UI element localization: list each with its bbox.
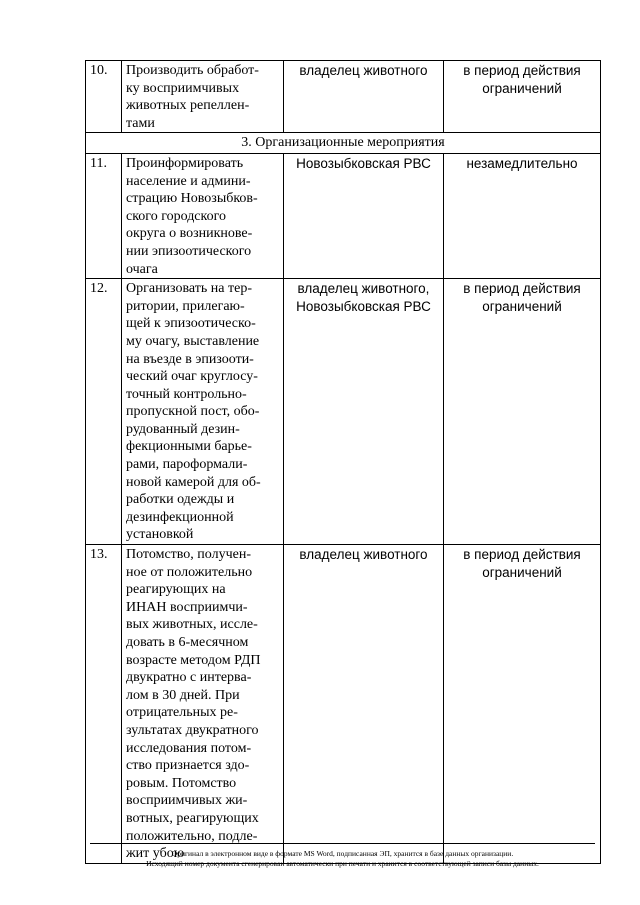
action-line: ное от положительно [126,564,253,580]
action-line: возрасте методом РДП [126,652,261,668]
term-line: ограничений [482,564,562,580]
responsible-line: Новозыбковская РВС [296,298,431,314]
action-line: отрицательных ре- [126,705,238,721]
action-line: ческий очаг круглосу- [126,369,258,385]
action-line: зультатах двукратного [126,722,259,738]
action-line: реагирующих на [126,582,226,598]
footer-line-1: Оригинал в электронном виде в формате MS Word, подписанная ЭП, хранится в базе данных организации. [171,849,514,858]
action-line: население и админи- [126,173,251,189]
term-line: в период действия [463,547,581,563]
action-line: установкой [126,527,194,543]
footer-line-2: Исходящий номер документа сгенерирован автоматически при печати и хранится в соответствующей записи базы данных. [146,859,539,868]
responsible-line: владелец животного [299,547,428,563]
action-line: точный контрольно- [126,386,247,402]
action-line: Проинформировать [126,155,244,171]
action-line: ритории, прилегаю- [126,298,245,314]
term-line: незамедлительно [466,155,578,171]
action-line: ИНАН восприимчи- [126,599,248,615]
action-line: рами, пароформали- [126,457,248,473]
term-cell [444,279,601,545]
table-row [86,153,601,278]
action-line: ского городского [126,208,227,224]
responsible-cell [284,153,444,278]
responsible-cell [284,61,444,133]
action-line: довать в 6-месячном [126,635,249,650]
action-line: щей к эпизоотическо- [126,316,256,332]
term-cell [444,153,601,278]
document-footer [90,843,595,869]
action-line: фекционными барье- [126,439,252,455]
action-line: ровым. Потомство [126,775,237,791]
row-number: 12. [86,279,122,545]
row-number: 13. [86,545,122,864]
action-line: положительно, подле- [126,828,258,844]
action-line: страцию Новозыбков- [126,191,258,207]
action-line: восприимчивых жи- [126,793,248,809]
term-cell [444,545,601,864]
row-number: 11. [86,153,122,278]
action-cell [122,545,284,864]
action-cell [122,153,284,278]
action-line: вотных, реагирующих [126,810,259,826]
action-line: животных репеллен- [126,98,250,114]
action-line: рудованный дезин- [126,421,240,437]
action-line: Производить обработ- [126,63,259,78]
action-line: тами [126,115,155,131]
action-line: работки одежды и [126,492,235,508]
term-line: в период действия [463,63,581,78]
responsible-line: владелец животного [299,63,428,78]
responsible-cell [284,545,444,864]
table-body-before-section [86,61,601,133]
action-line: очага [126,261,158,277]
responsible-line: владелец животного, [297,281,430,297]
section-header-row [86,133,601,154]
term-cell [444,61,601,133]
term-line: в период действия [463,281,581,297]
action-line: на въезде в эпизооти- [126,351,254,367]
action-cell [122,61,284,133]
action-line: Организовать на тер- [126,281,252,297]
responsible-line: Новозыбковская РВС [296,155,431,171]
section-title: 3. Организационные мероприятия [86,133,601,154]
document-page [85,60,600,864]
table-body-after-section [86,153,601,863]
table-row [86,279,601,545]
action-cell [122,279,284,545]
action-line: вых животных, иссле- [126,617,258,633]
action-line: новой камерой для об- [126,474,261,490]
action-line: округа о возникнове- [126,226,253,242]
row-number: 10. [86,61,122,133]
action-line: жит убою [126,846,185,862]
action-line: Потомство, получен- [126,547,252,563]
action-line: ство признается здо- [126,758,250,774]
section-header-body [86,133,601,154]
table-row [86,545,601,864]
term-line: ограничений [482,80,562,96]
term-line: ограничений [482,298,562,314]
action-line: лом в 30 дней. При [126,687,240,703]
action-line: дезинфекционной [126,509,234,525]
action-line: двукратно с интерва- [126,670,252,686]
action-line: исследования потом- [126,740,252,756]
action-line: пропускной пост, обо- [126,404,260,420]
measures-table [85,60,601,864]
responsible-cell [284,279,444,545]
action-line: ку восприимчивых [126,80,240,96]
action-line: нии эпизоотического [126,243,252,259]
table-row [86,61,601,133]
action-line: му очагу, выставление [126,333,260,349]
